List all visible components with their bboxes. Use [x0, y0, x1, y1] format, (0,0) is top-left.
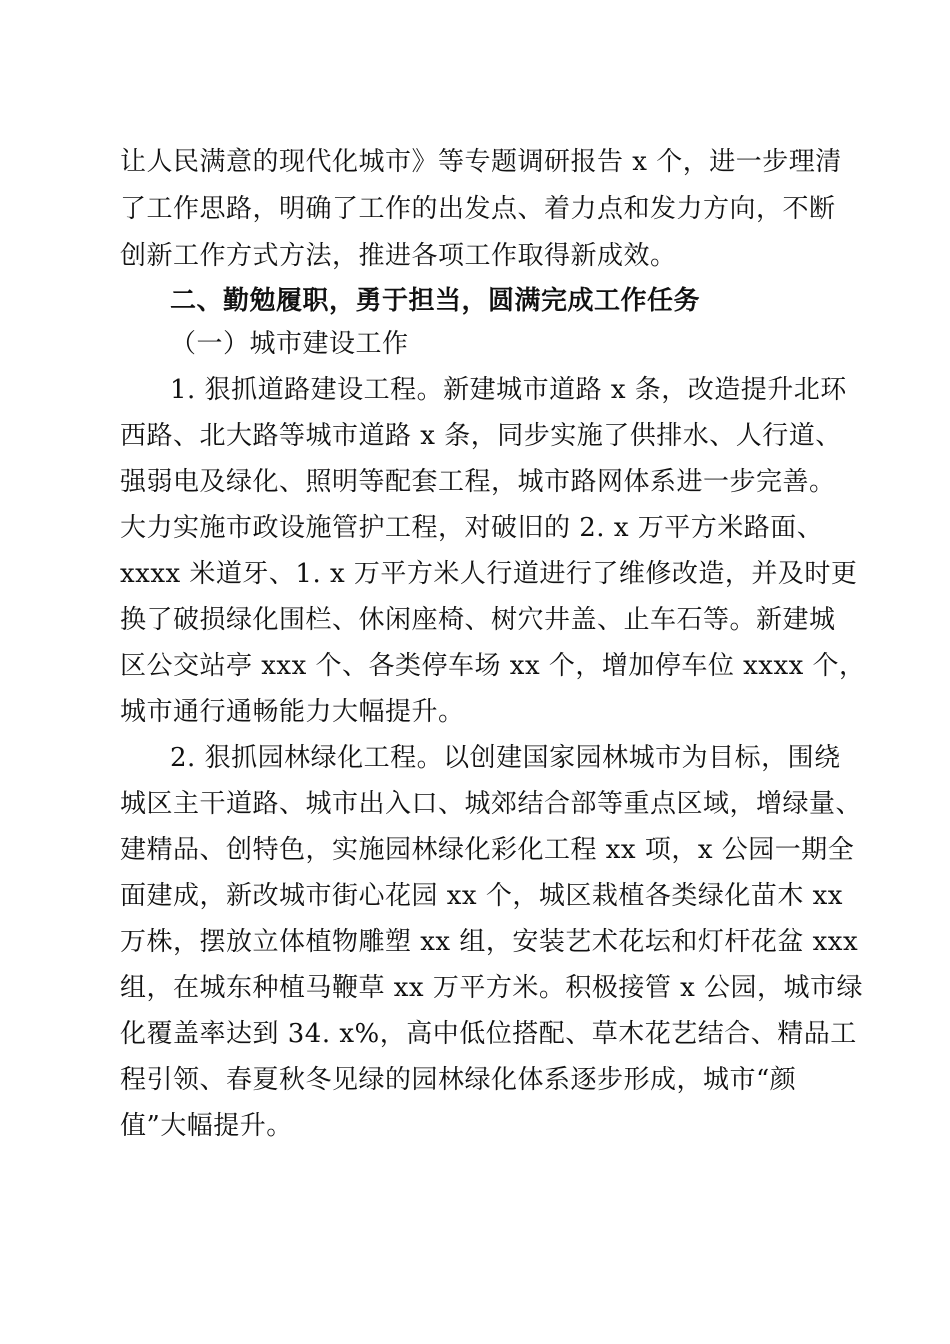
- paragraph-1-line-8: 城市通行通畅能力大幅提升。: [120, 697, 465, 727]
- paragraph-1-line-4: 大力实施市政设施管护工程，对破旧的 2. x 万平方米路面、: [120, 513, 824, 543]
- paragraph-1-line-3: 强弱电及绿化、照明等配套工程，城市路网体系进一步完善。: [120, 467, 836, 497]
- paragraph-1-line-6: 换了破损绿化围栏、休闲座椅、树穴井盖、止车石等。新建城: [120, 605, 836, 635]
- body-line-1: 让人民满意的现代化城市》等专题调研报告 x 个，进一步理清: [120, 147, 842, 177]
- subsection-heading: （一）城市建设工作: [170, 329, 409, 359]
- paragraph-2-line-5: 万株，摆放立体植物雕塑 xx 组，安装艺术花坛和灯杆花盆 xxx: [120, 927, 859, 957]
- paragraph-2-line-4: 面建成，新改城市街心花园 xx 个，城区栽植各类绿化苗木 xx: [120, 881, 843, 911]
- paragraph-2-line-1: 2. 狠抓园林绿化工程。以创建国家园林城市为目标，围绕: [170, 743, 841, 773]
- paragraph-2-line-8: 程引领、春夏秋冬见绿的园林绿化体系逐步形成，城市“颜: [120, 1065, 797, 1095]
- paragraph-1-line-2: 西路、北大路等城市道路 x 条，同步实施了供排水、人行道、: [120, 421, 842, 451]
- section-heading: 二、勤勉履职，勇于担当，圆满完成工作任务: [170, 286, 701, 316]
- paragraph-2-line-2: 城区主干道路、城市出入口、城郊结合部等重点区域，增绿量、: [120, 789, 863, 819]
- paragraph-2-line-3: 建精品、创特色，实施园林绿化彩化工程 xx 项，x 公园一期全: [120, 835, 855, 865]
- body-line-3: 创新工作方式方法，推进各项工作取得新成效。: [120, 241, 677, 271]
- paragraph-1-line-5: xxxx 米道牙、1. x 万平方米人行道进行了维修改造，并及时更: [120, 559, 858, 589]
- paragraph-2-line-7: 化覆盖率达到 34. x%，高中低位搭配、草木花艺结合、精品工: [120, 1019, 857, 1049]
- paragraph-2-line-9: 值”大幅提升。: [120, 1111, 293, 1141]
- paragraph-2-line-6: 组，在城东种植马鞭草 xx 万平方米。积极接管 x 公园，城市绿: [120, 973, 864, 1003]
- paragraph-1-line-7: 区公交站亭 xxx 个、各类停车场 xx 个，增加停车位 xxxx 个，: [120, 651, 866, 681]
- body-line-2: 了工作思路，明确了工作的出发点、着力点和发力方向，不断: [120, 194, 836, 224]
- paragraph-1-line-1: 1. 狠抓道路建设工程。新建城市道路 x 条，改造提升北环: [170, 375, 847, 405]
